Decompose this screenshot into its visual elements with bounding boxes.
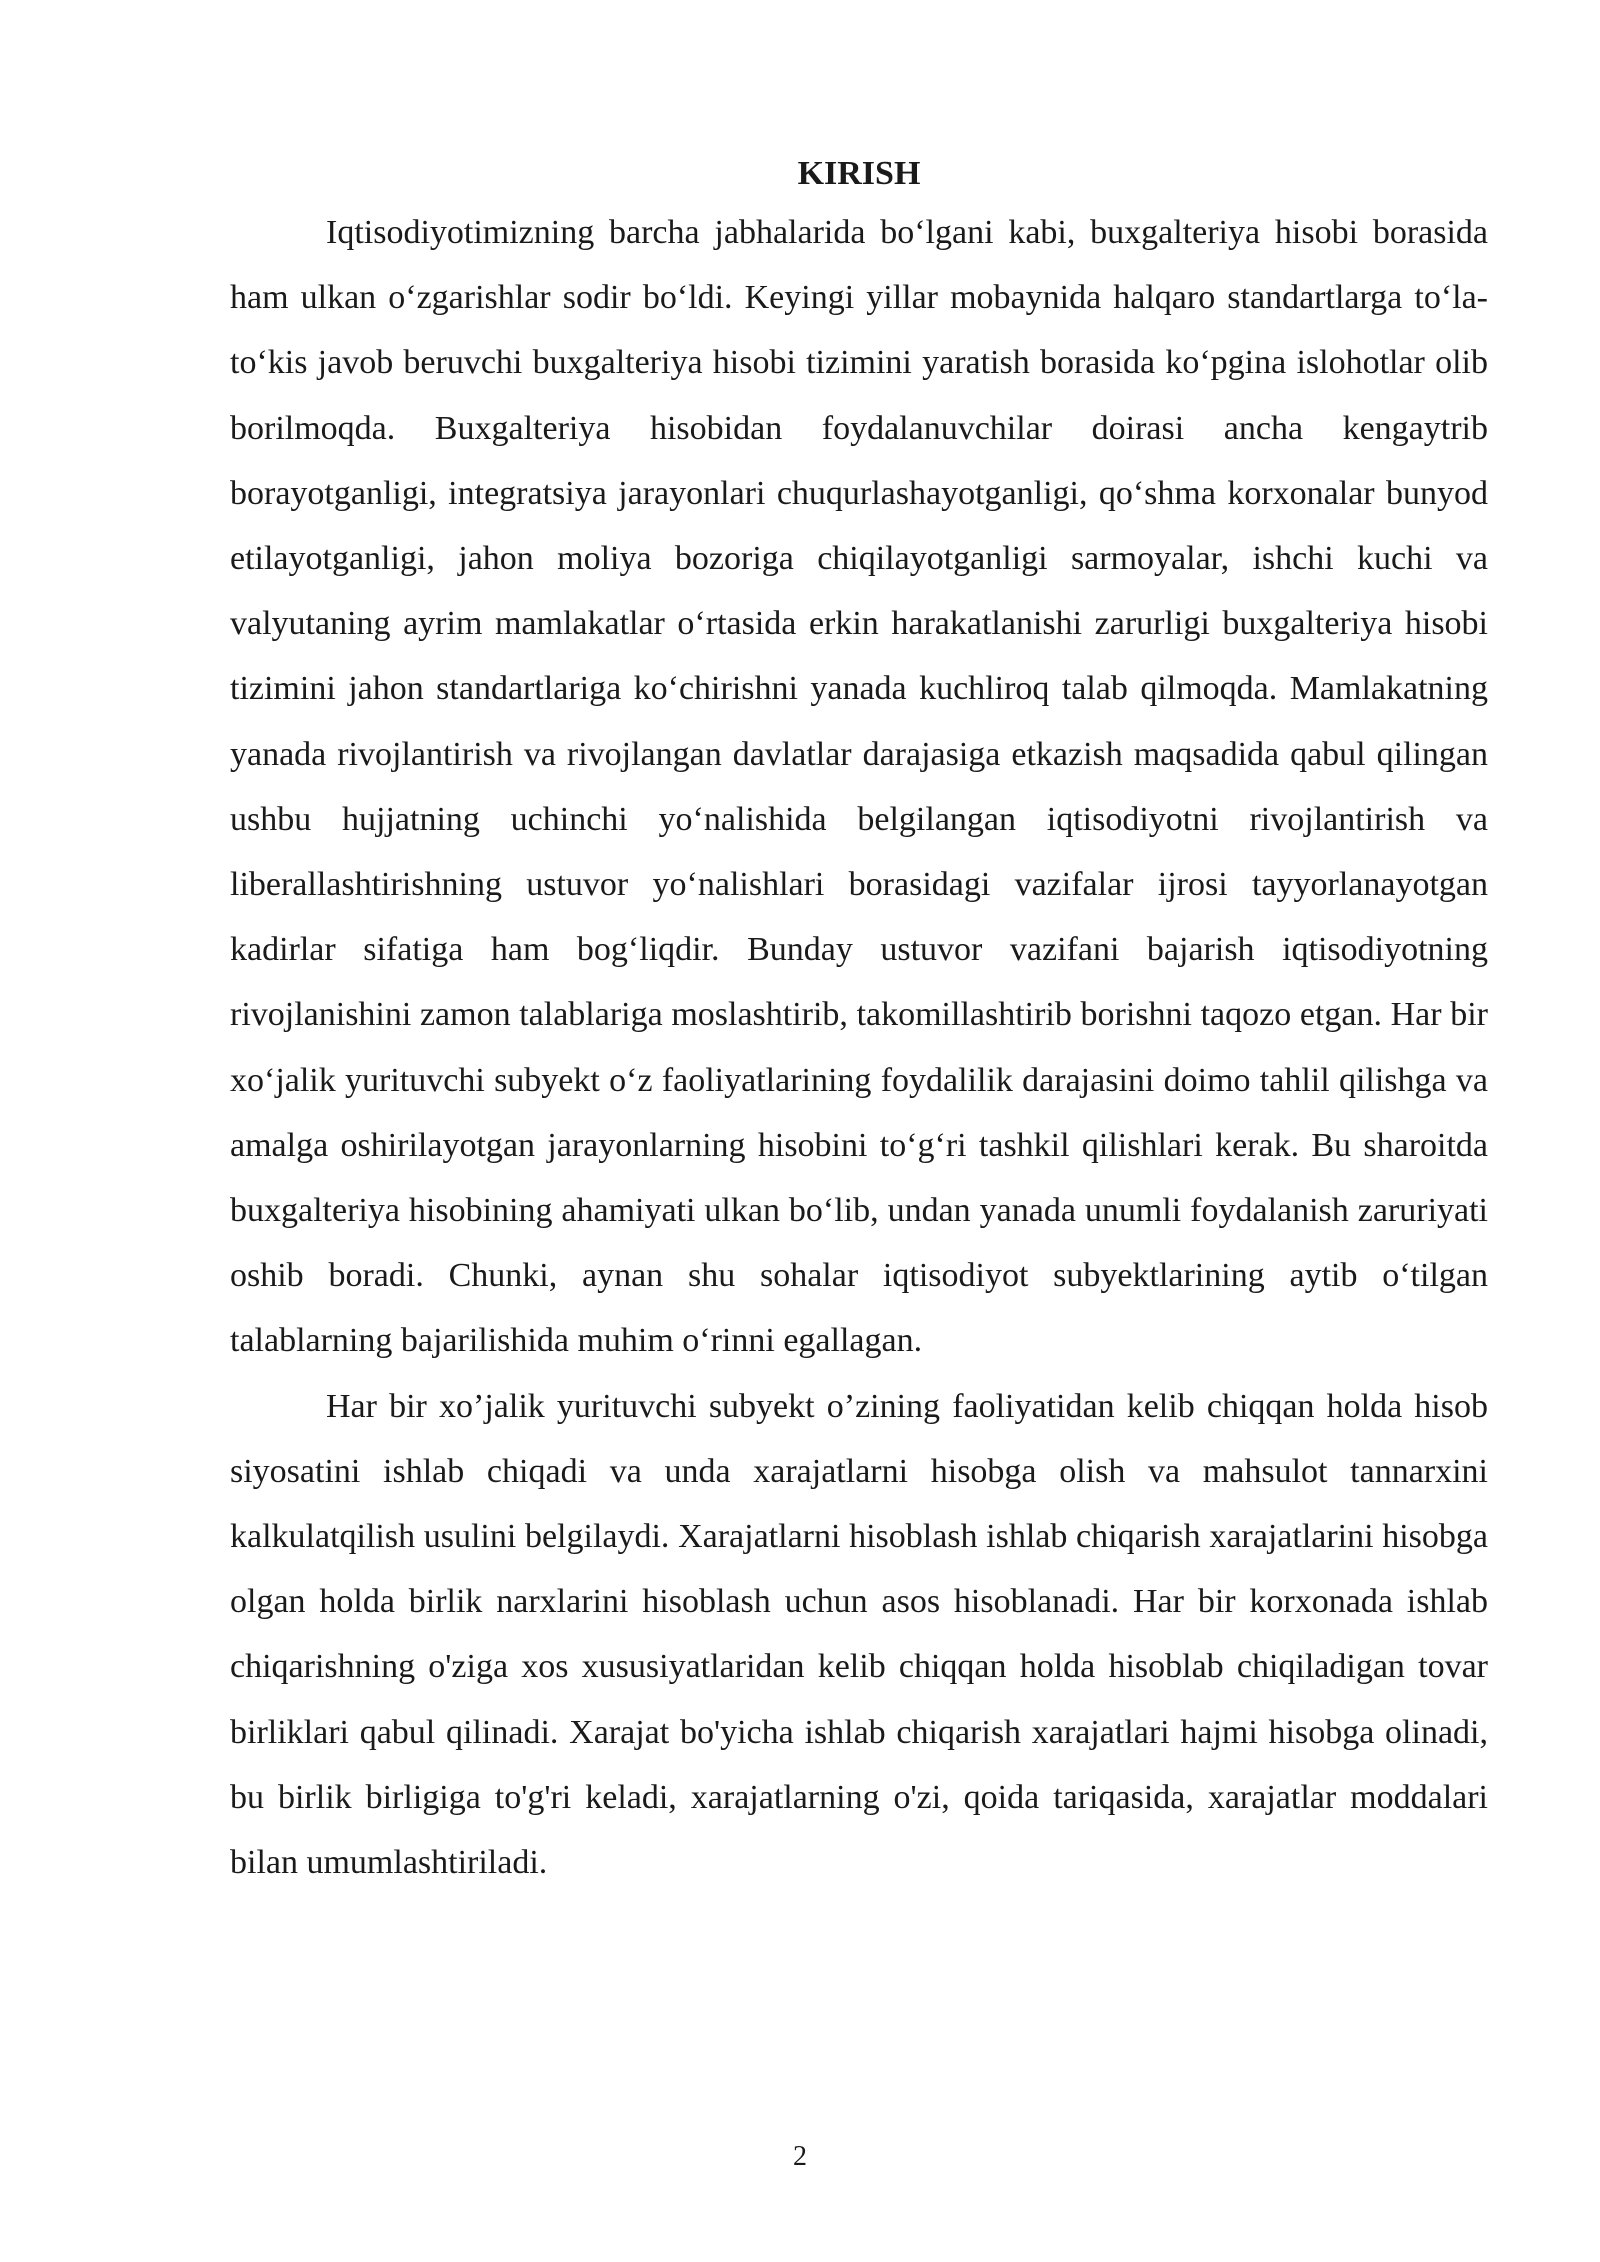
page-number: 2 xyxy=(793,2141,807,2172)
page-title: KIRISH xyxy=(797,155,921,192)
paragraph-1: Iqtisodiyotimizning barcha jabhalarida bo‘lgani kabi, buxgalteriya hisobi borasida ham ulkan o‘zgarishlar sodir bo‘ldi. Keyingi yillar mobaynida halqaro standartlarga to‘la-to‘kis javob beruvchi buxgalteriya hisobi tizimini yaratish borasida ko‘pgina islohotlar olib borilmoqda. Buxgalteriya hisobidan foydalanuvchilar doirasi ancha kengaytrib borayotganligi, integratsiya jarayonlari chuqurlashayotganligi, qo‘shma korxonalar bunyod etilayotganligi, jahon moliya bozoriga chiqilayotganligi sarmoyalar, ishchi kuchi va valyutaning ayrim mamlakatlar o‘rtasida erkin harakatlanishi zarurligi buxgalteriya hisobi tizimini jahon standartlariga ko‘chirishni yanada kuchliroq talab qilmoqda. Mamlakatning yanada rivojlantirish va rivojlangan davlatlar darajasiga etkazish maqsadida qabul qilingan ushbu hujjatning uchinchi yo‘nalishida belgilangan iqtisodiyotni rivojlantirish va liberallashtirishning ustuvor yo‘nalishlari borasidagi vazifalar ijrosi tayyorlanayotgan kadirlar sifatiga ham bog‘liqdir. Bunday ustuvor vazifani bajarish iqtisodiyotning rivojlanishini zamon talablariga moslashtirib, takomillashtirib borishni taqozo etgan. Har bir xo‘jalik yurituvchi subyekt o‘z faoliyatlarining foydalilik darajasini doimo tahlil qilishga va amalga oshirilayotgan jarayonlarning hisobini to‘g‘ri tashkil qilishlari kerak. Bu sharoitda buxgalteriya hisobining ahamiyati ulkan bo‘lib, undan yanada unumli foydalanish zaruriyati oshib boradi. Chunki, aynan shu sohalar iqtisodiyot subyektlarining aytib o‘tilgan talablarning bajarilishida muhim o‘rinni egallagan. xyxy=(230,214,1488,1360)
paragraph-2: Har bir xo’jalik yurituvchi subyekt o’zining faoliyatidan kelib chiqqan holda hisob siyosatini ishlab chiqadi va unda xarajatlarni hisobga olish va mahsulot tannarxini kalkulatqilish usulini belgilaydi. Xarajatlarni hisoblash ishlab chiqarish xarajatlarini hisobga olgan holda birlik narxlarini hisoblash uchun asos hisoblanadi. Har bir korxonada ishlab chiqarishning o'ziga xos xususiyatlaridan kelib chiqqan holda hisoblab chiqiladigan tovar birliklari qabul qilinadi. Xarajat bo'yicha ishlab chiqarish xarajatlari hajmi hisobga olinadi, bu birlik birligiga to'g'ri keladi, xarajatlarning o'zi, qoida tariqasida, xarajatlar moddalari bilan umumlashtiriladi. xyxy=(230,1387,1488,1882)
page-content xyxy=(230,148,1488,1895)
